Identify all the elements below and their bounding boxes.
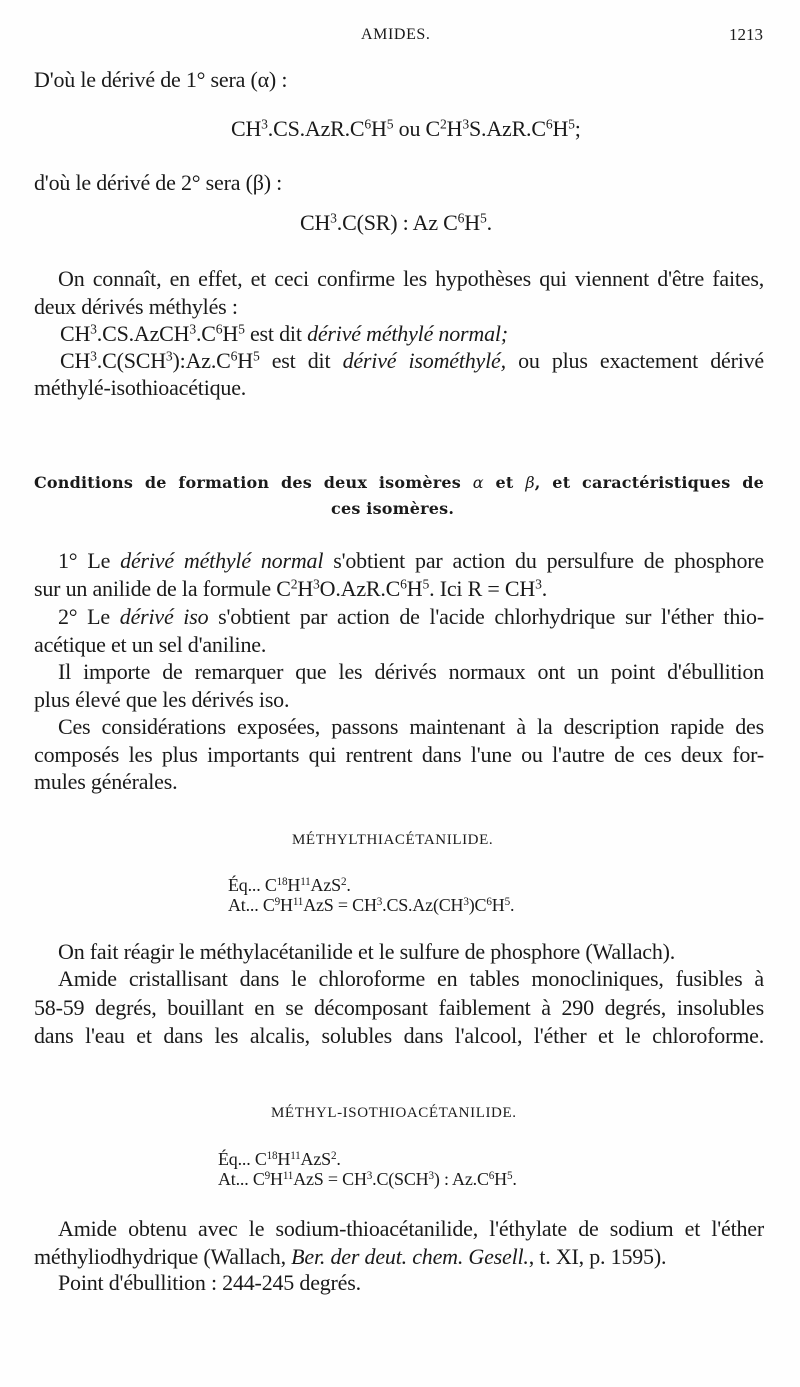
compound-title: MÉTHYL-ISOTHIOACÉTANILIDE.	[271, 1105, 517, 1121]
text-line: On fait réagir le méthylacétanilide et le sulfure de phosphore (Wallach).	[58, 939, 676, 964]
text-line: Il importe de remarquer que les dérivés normaux ont un point d'ébullition	[58, 659, 764, 684]
running-title: AMIDES.	[361, 26, 431, 43]
text-line: plus élevé que les dérivés iso.	[34, 687, 290, 712]
text-line: mules générales.	[34, 769, 178, 794]
formula-eq: Éq... $C^{18}H^{11}AzS^2$.	[218, 1149, 341, 1169]
formula-at: At... $C^9H^{11}AzS = CH^3.CS.Az(CH^3)C^6H^5$.	[228, 895, 515, 915]
section-heading-cont: ces isomères.	[331, 499, 455, 518]
formula-eq: Éq... $C^{18}H^{11}AzS^2$.	[228, 875, 351, 895]
text-line: $CH^3.C(SCH^3):Az.C^6H^5$ est dit dérivé isométhylé, ou plus exactement dérivé	[60, 348, 764, 373]
formula-at: At... $C^9H^{11}AzS = CH^3.C(SCH^3)$ : $Az.C^6H^5$.	[218, 1169, 517, 1189]
text-line: acétique et un sel d'aniline.	[34, 632, 267, 657]
text-line: dans l'eau et dans les alcalis, solubles dans l'alcool, l'éther et le chloroforme.	[34, 1023, 764, 1048]
text-line: Ces considérations exposées, passons maintenant à la description rapide des	[58, 714, 764, 739]
text-line: 2° Le dérivé iso s'obtient par action de l'acide chlorhydrique sur l'éther thio-	[58, 604, 764, 629]
text-line: 58-59 degrés, bouillant en se décomposant faiblement à 290 degrés, insolubles	[34, 995, 764, 1020]
running-header	[0, 26, 800, 48]
formula-beta: $CH^3.C(SR)$ : Az $C^6H^5$.	[300, 210, 492, 235]
text-line: sur un anilide de la formule $C^2H^3O.AzR.C^6H^5$. Ici $R = CH^3$.	[34, 576, 548, 601]
page-number: 1213	[729, 25, 763, 44]
formula-alpha: $CH^3.CS.AzR.C^6H^5$ ou $C^2H^3S.AzR.C^6H^5$;	[231, 116, 581, 141]
text-line: Amide obtenu avec le sodium-thioacétanilide, l'éthylate de sodium et l'éther	[58, 1216, 764, 1241]
compound-title: MÉTHYLTHIACÉTANILIDE.	[292, 832, 494, 848]
text-line: deux dérivés méthylés :	[34, 294, 238, 319]
text-line: méthylé-isothioacétique.	[34, 375, 247, 400]
text-line: On connaît, en effet, et ceci confirme les hypothèses qui viennent d'être faites,	[58, 266, 764, 291]
text-line: 1° Le dérivé méthylé normal s'obtient par action du persulfure de phosphore	[58, 548, 764, 573]
text-line: Point d'ébullition : 244-245 degrés.	[58, 1270, 361, 1295]
text-line: méthyliodhydrique (Wallach, Ber. der deut. chem. Gesell., t. XI, p. 1595).	[34, 1244, 667, 1269]
text-line: d'où le dérivé de 2° sera (β) :	[34, 170, 283, 195]
text-line: Amide cristallisant dans le chloroforme en tables monocliniques, fusibles à	[58, 966, 764, 991]
text-line: D'où le dérivé de 1° sera (α) :	[34, 67, 288, 92]
text-line: composés les plus importants qui rentrent dans l'une ou l'autre de ces deux for-	[34, 742, 764, 767]
section-heading: Conditions de formation des deux isomères α et β, et caractéristiques de	[34, 473, 765, 492]
text-line: $CH^3.CS.AzCH^3.C^6H^5$ est dit dérivé méthylé normal;	[60, 321, 508, 346]
